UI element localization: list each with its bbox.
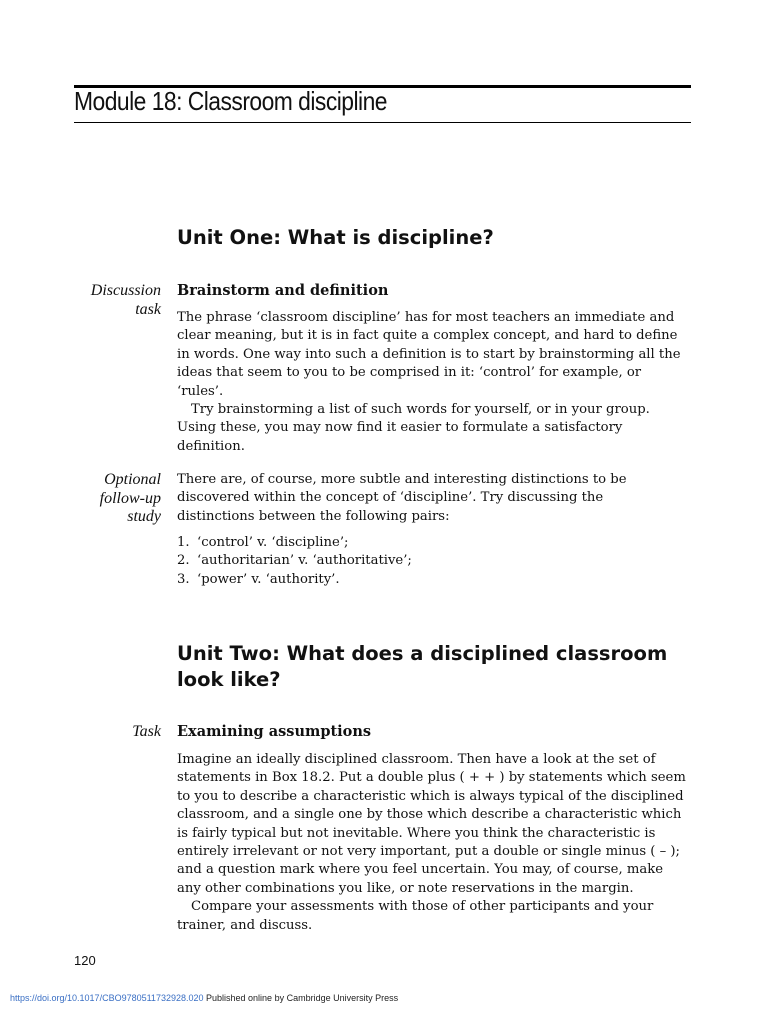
unit-two-heading-line: look like? [177,668,281,691]
margin-label-line: Task [132,723,161,740]
list-item-text: ‘power’ v. ‘authority’. [197,571,340,587]
body-line: Using these, you may now find it easier to formulate a satisfactory [177,420,623,436]
body-line: and a question mark where you feel uncertain. You may, of course, make [177,862,664,878]
body-line: entirely irrelevant or not very important, put a double or single minus ( – ); [177,844,680,860]
published-note: Published online by Cambridge University Press [206,993,399,1003]
unit-one-heading: Unit One: What is discipline? [177,226,494,249]
body-line: distinctions between the following pairs: [177,508,450,524]
list-item-text: ‘authoritarian’ v. ‘authoritative’; [197,553,412,569]
body-line: trainer, and discuss. [177,917,313,933]
margin-label-discussion-task [91,282,161,319]
body-line: The phrase ‘classroom discipline’ has for most teachers an immediate and [177,310,675,325]
margin-label-line: follow-up [99,489,161,507]
list-item-number: 3. [177,571,190,587]
body-line: definition. [177,438,245,454]
body-line: ‘rules’. [177,383,224,399]
body-line: in words. One way into such a definition is to start by brainstorming all the [177,346,681,362]
margin-label-optional-study [100,471,161,527]
body-line: Try brainstorming a list of such words for yourself, or in your group. [191,402,650,418]
list-item [177,571,697,589]
margin-label-line: study [127,508,161,525]
optional-study-body [177,471,697,526]
list-item-text: ‘control’ v. ‘discipline’; [197,535,349,550]
body-line: ideas that seem to you to be comprised in it: ‘control’ for example, or [177,365,642,381]
brainstorm-body [177,309,697,456]
page-number: 120 [74,953,96,968]
examining-assumptions-body [177,751,697,935]
module-title: Module 18: Classroom discipline [74,86,388,116]
header-rule-thin [74,122,691,123]
examining-assumptions-heading: Examining assumptions [177,723,372,740]
body-line: to you to describe a characteristic which is always typical of the disciplined [177,788,684,804]
body-line: classroom, and a single one by those which describe a characteristic which [177,807,682,823]
body-line: clear meaning, but it is in fact quite a complex concept, and hard to define [177,328,678,344]
body-line: statements in Box 18.2. Put a double plus ( + + ) by statements which seem [177,770,686,786]
body-line: Compare your assessments with those of other participants and your [191,899,654,915]
doi-link[interactable]: https://doi.org/10.1017/CBO9780511732928.020 [10,993,204,1003]
list-item [177,534,697,552]
body-line: discovered within the concept of ‘discipline’. Try discussing the [177,490,604,506]
margin-label-task [132,723,161,742]
unit-two-heading [177,641,667,693]
list-item [177,552,697,570]
body-line: is fairly typical but not inevitable. Where you think the characteristic is [177,825,656,841]
body-line: There are, of course, more subtle and interesting distinctions to be [177,472,627,487]
unit-two-heading-line: Unit Two: What does a disciplined classroom [177,642,668,665]
body-line: Imagine an ideally disciplined classroom. Then have a look at the set of [177,752,656,767]
body-line: any other combinations you like, or note reservations in the margin. [177,880,634,896]
margin-label-line: Optional [104,471,161,488]
margin-label-line: task [135,300,161,318]
list-item-number: 1. [177,535,190,550]
list-item-number: 2. [177,553,190,569]
distinctions-list [177,534,697,589]
brainstorm-heading: Brainstorm and definition [177,282,389,299]
citation-footer [10,993,398,1003]
margin-label-line: Discussion [90,282,161,299]
